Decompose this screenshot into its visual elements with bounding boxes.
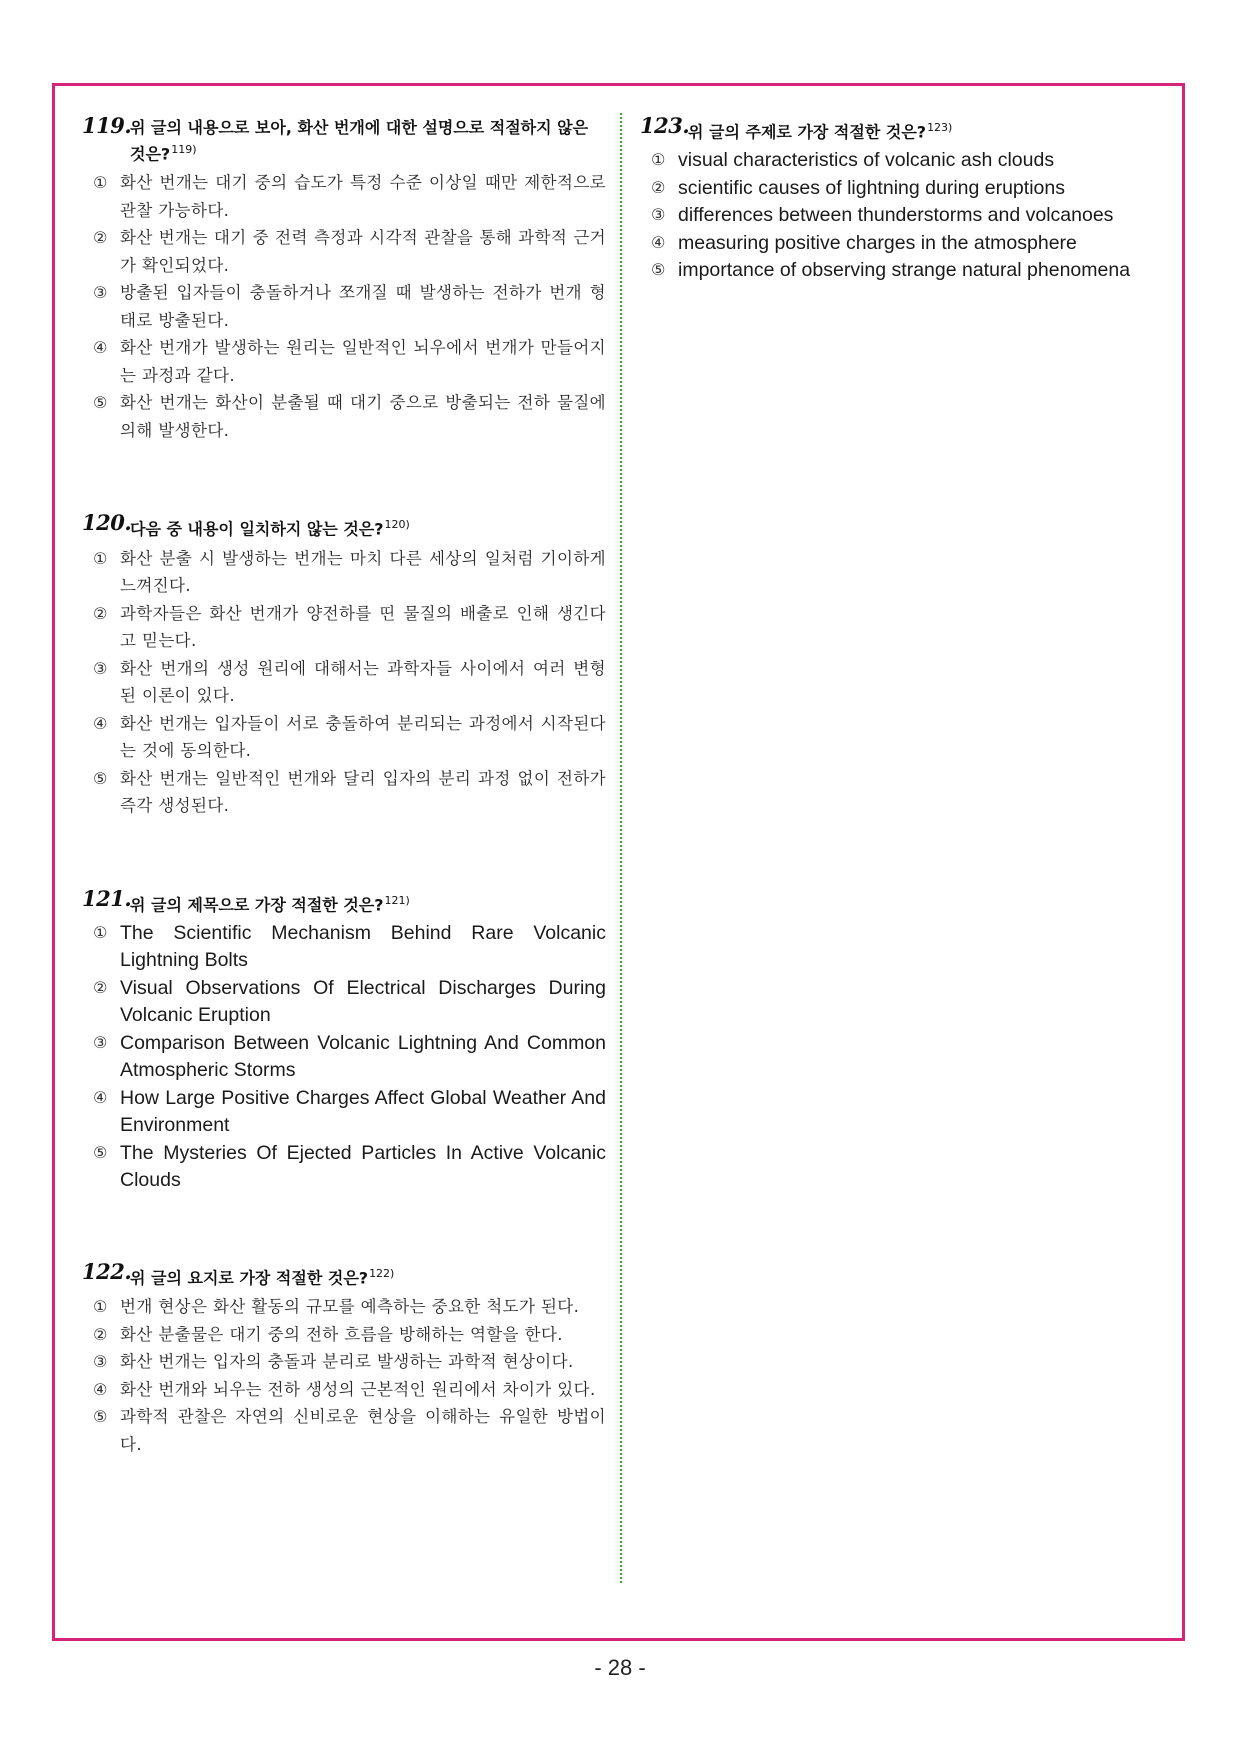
option-list bbox=[82, 169, 606, 444]
option-text: 화산 번개는 일반적인 번개와 달리 입자의 분리 과정 없이 전하가 즉각 생성된다. bbox=[120, 768, 606, 816]
option-1[interactable] bbox=[640, 147, 1160, 175]
option-text: 화산 분출 시 발생하는 번개는 마치 다른 세상의 일처럼 기이하게 느껴진다. bbox=[120, 548, 606, 596]
option-marker: ⑤ bbox=[93, 1144, 108, 1162]
option-text: Visual Observations Of Electrical Discharges During Volcanic Eruption bbox=[120, 976, 606, 1027]
option-text: 과학자들은 화산 번개가 양전하를 띤 물질의 배출로 인해 생긴다고 믿는다. bbox=[120, 603, 606, 651]
option-text: 화산 번개의 생성 원리에 대해서는 과학자들 사이에서 여러 변형된 이론이 있다. bbox=[120, 658, 606, 706]
option-text: Comparison Between Volcanic Lightning And Common Atmospheric Storms bbox=[120, 1031, 606, 1082]
option-text: 방출된 입자들이 충돌하거나 쪼개질 때 발생하는 전하가 번개 형태로 방출된다. bbox=[120, 283, 606, 330]
option-list bbox=[82, 920, 606, 1195]
option-4[interactable] bbox=[640, 230, 1160, 258]
question-text: 위 글의 요지로 가장 적절한 것은? bbox=[130, 1268, 369, 1288]
question-text: 위 글의 주제로 가장 적절한 것은? bbox=[688, 122, 927, 142]
question-122 bbox=[82, 1258, 606, 1458]
option-marker: ② bbox=[93, 1324, 108, 1344]
page-number: - 28 - bbox=[594, 1655, 646, 1680]
column-divider bbox=[620, 113, 622, 1583]
option-5[interactable] bbox=[82, 389, 606, 444]
option-text: How Large Positive Charges Affect Global Weather And Environment bbox=[120, 1086, 606, 1137]
option-marker: ① bbox=[93, 173, 108, 193]
footnote-ref: 120) bbox=[384, 518, 410, 532]
option-text: 화산 번개는 대기 중의 습도가 특정 수준 이상일 때만 제한적으로 관찰 가능하다. bbox=[120, 173, 606, 220]
option-marker: ③ bbox=[651, 207, 666, 225]
footnote-ref: 119) bbox=[171, 143, 197, 156]
right-column bbox=[640, 113, 1160, 285]
option-3[interactable] bbox=[82, 1348, 606, 1376]
question-number: 123. bbox=[640, 113, 690, 138]
question-text: 다음 중 내용이 일치하지 않는 것은? bbox=[130, 519, 384, 539]
question-120 bbox=[82, 510, 606, 819]
option-marker: ④ bbox=[93, 1379, 108, 1399]
option-marker: ① bbox=[93, 1297, 108, 1317]
option-marker: ⑤ bbox=[93, 768, 108, 788]
option-text: visual characteristics of volcanic ash clouds bbox=[678, 149, 1055, 172]
question-header bbox=[82, 885, 606, 916]
option-list bbox=[640, 147, 1160, 285]
question-text: 위 글의 내용으로 보아, 화산 번개에 대한 설명으로 적절하지 않은 것은? bbox=[130, 118, 589, 164]
option-2[interactable] bbox=[640, 175, 1160, 203]
question-number: 121. bbox=[82, 885, 132, 911]
option-1[interactable] bbox=[82, 920, 606, 975]
option-marker: ② bbox=[93, 228, 108, 248]
option-1[interactable] bbox=[82, 1293, 606, 1321]
option-marker: ③ bbox=[93, 283, 108, 303]
option-2[interactable] bbox=[82, 224, 606, 279]
option-1[interactable] bbox=[82, 169, 606, 224]
option-text: The Mysteries Of Ejected Particles In Active Volcanic Clouds bbox=[120, 1141, 606, 1192]
option-4[interactable] bbox=[82, 1085, 606, 1140]
option-list bbox=[82, 1293, 606, 1458]
question-number: 122. bbox=[82, 1258, 132, 1284]
option-text: 과학적 관찰은 자연의 신비로운 현상을 이해하는 유일한 방법이다. bbox=[120, 1407, 606, 1454]
footnote-ref: 122) bbox=[369, 1266, 395, 1280]
option-2[interactable] bbox=[82, 1321, 606, 1349]
option-text: 화산 번개는 대기 중 전력 측정과 시각적 관찰을 통해 과학적 근거가 확인되었다. bbox=[120, 228, 606, 275]
option-2[interactable] bbox=[82, 600, 606, 655]
option-5[interactable] bbox=[82, 765, 606, 820]
option-3[interactable] bbox=[640, 202, 1160, 230]
option-text: 화산 번개는 입자의 충돌과 분리로 발생하는 과학적 현상이다. bbox=[120, 1352, 574, 1372]
option-marker: ④ bbox=[651, 234, 666, 252]
question-header bbox=[640, 113, 1160, 143]
option-text: 화산 번개와 뇌우는 전하 생성의 근본적인 원리에서 차이가 있다. bbox=[120, 1379, 596, 1399]
option-marker: ⑤ bbox=[93, 393, 108, 413]
option-marker: ② bbox=[651, 179, 666, 197]
option-text: The Scientific Mechanism Behind Rare Volcanic Lightning Bolts bbox=[120, 921, 606, 972]
question-header bbox=[82, 1258, 606, 1289]
option-text: measuring positive charges in the atmosphere bbox=[678, 231, 1077, 254]
option-marker: ④ bbox=[93, 1089, 108, 1107]
question-number: 120. bbox=[82, 510, 132, 536]
option-marker: ④ bbox=[93, 338, 108, 358]
option-text: 화산 분출물은 대기 중의 전하 흐름을 방해하는 역할을 한다. bbox=[120, 1324, 563, 1344]
option-3[interactable] bbox=[82, 655, 606, 710]
option-2[interactable] bbox=[82, 975, 606, 1030]
option-marker: ⑤ bbox=[93, 1407, 108, 1427]
question-121 bbox=[82, 885, 606, 1195]
option-marker: ④ bbox=[93, 713, 108, 733]
option-marker: ③ bbox=[93, 658, 108, 678]
option-marker: ③ bbox=[93, 1352, 108, 1372]
option-marker: ① bbox=[93, 548, 108, 568]
question-number: 119. bbox=[82, 113, 132, 138]
question-header bbox=[82, 113, 606, 165]
option-marker: ② bbox=[93, 603, 108, 623]
option-marker: ① bbox=[93, 924, 108, 942]
option-text: 화산 번개가 발생하는 원리는 일반적인 뇌우에서 번개가 만들어지는 과정과 같다. bbox=[120, 338, 606, 385]
question-header bbox=[82, 510, 606, 540]
option-marker: ⑤ bbox=[651, 262, 666, 280]
footnote-ref: 121) bbox=[384, 893, 410, 907]
option-5[interactable] bbox=[640, 257, 1160, 285]
option-text: differences between thunderstorms and volcanoes bbox=[678, 204, 1114, 227]
option-marker: ② bbox=[93, 979, 108, 997]
option-marker: ③ bbox=[93, 1034, 108, 1052]
option-4[interactable] bbox=[82, 710, 606, 765]
option-4[interactable] bbox=[82, 334, 606, 389]
question-119 bbox=[82, 113, 606, 444]
option-3[interactable] bbox=[82, 1030, 606, 1085]
option-text: importance of observing strange natural phenomena bbox=[678, 259, 1131, 282]
option-text: 화산 번개는 화산이 분출될 때 대기 중으로 방출되는 전하 물질에 의해 발생한다. bbox=[120, 393, 606, 440]
question-text: 위 글의 제목으로 가장 적절한 것은? bbox=[130, 894, 384, 914]
option-text: 번개 현상은 화산 활동의 규모를 예측하는 중요한 척도가 된다. bbox=[120, 1297, 580, 1317]
option-text: 화산 번개는 입자들이 서로 충돌하여 분리되는 과정에서 시작된다는 것에 동의한다. bbox=[120, 713, 606, 761]
option-marker: ① bbox=[651, 152, 666, 170]
option-text: scientific causes of lightning during eruptions bbox=[678, 176, 1065, 199]
option-5[interactable] bbox=[82, 1140, 606, 1195]
option-3[interactable] bbox=[82, 279, 606, 334]
option-list bbox=[82, 545, 606, 820]
question-123 bbox=[640, 113, 1160, 285]
option-4[interactable] bbox=[82, 1376, 606, 1404]
left-column bbox=[82, 113, 606, 1458]
footnote-ref: 123) bbox=[927, 121, 953, 134]
option-1[interactable] bbox=[82, 545, 606, 600]
option-5[interactable] bbox=[82, 1403, 606, 1458]
